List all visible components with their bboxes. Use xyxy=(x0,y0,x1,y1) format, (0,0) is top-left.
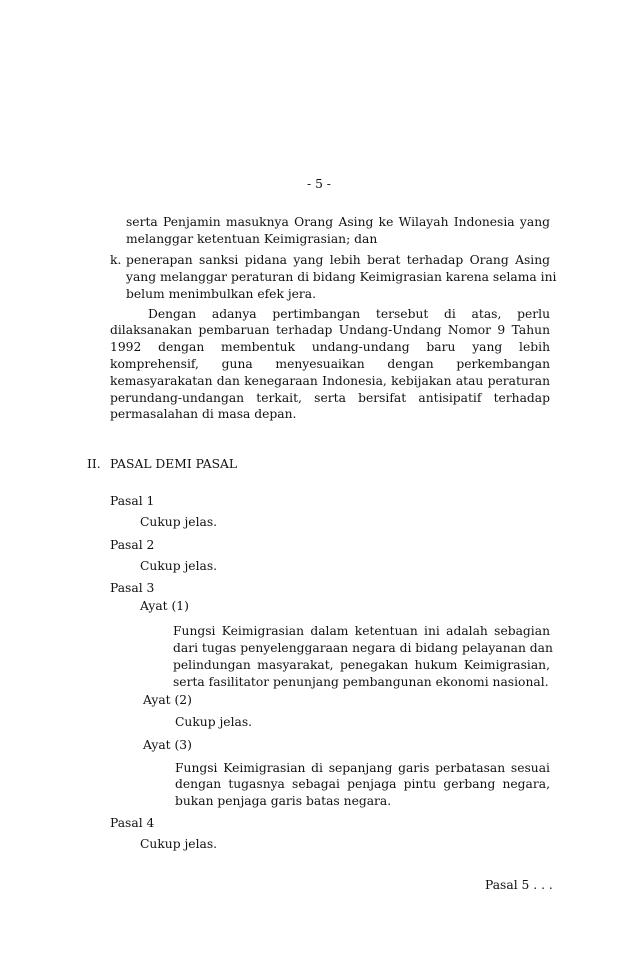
paragraph-line-3: 1992 dengan membentuk undang-undang baru yang lebih xyxy=(110,340,550,354)
paragraph-line-7: permasalahan di masa depan. xyxy=(110,407,297,421)
pasal-3-ayat-1-label: Ayat (1) xyxy=(140,599,189,613)
section-number: II. xyxy=(87,457,101,471)
pasal-4-label: Pasal 4 xyxy=(110,816,155,830)
pasal-3-ayat-1-line-1: Fungsi Keimigrasian dalam ketentuan ini adalah sebagian xyxy=(173,624,550,638)
page-number: - 5 - xyxy=(307,177,331,191)
next-page-indicator: Pasal 5 . . . xyxy=(485,878,553,892)
pasal-3-ayat-3-line-1: Fungsi Keimigrasian di sepanjang garis perbatasan sesuai xyxy=(175,761,550,775)
paragraph-line-5: kemasyarakatan dan kenegaraan Indonesia, kebijakan atau peraturan xyxy=(110,374,550,388)
pasal-3-ayat-1-line-2: dari tugas penyelenggaraan negara di bidang pelayanan dan xyxy=(173,641,553,655)
pasal-3-ayat-1-line-4: serta fasilitator penunjang pembangunan ekonomi nasional. xyxy=(173,675,549,689)
pasal-3-ayat-3-label: Ayat (3) xyxy=(143,738,192,752)
pasal-3-label: Pasal 3 xyxy=(110,581,155,595)
item-j-line-1: serta Penjamin masuknya Orang Asing ke Wilayah Indonesia yang xyxy=(126,215,550,229)
pasal-3-ayat-2-label: Ayat (2) xyxy=(143,693,192,707)
item-k-line-3: belum menimbulkan efek jera. xyxy=(126,287,317,301)
pasal-4-text: Cukup jelas. xyxy=(140,837,218,851)
item-j-line-2: melanggar ketentuan Keimigrasian; dan xyxy=(126,232,378,246)
pasal-3-ayat-1-line-3: pelindungan masyarakat, penegakan hukum Keimigrasian, xyxy=(173,658,550,672)
paragraph-line-1: Dengan adanya pertimbangan tersebut di atas, perlu xyxy=(148,307,550,321)
item-k-line-2: yang melanggar peraturan di bidang Keimigrasian karena selama ini xyxy=(126,270,557,284)
section-title: PASAL DEMI PASAL xyxy=(110,457,238,471)
pasal-3-ayat-2-text: Cukup jelas. xyxy=(175,715,253,729)
paragraph-line-2: dilaksanakan pembaruan terhadap Undang-Undang Nomor 9 Tahun xyxy=(110,323,550,337)
pasal-1-text: Cukup jelas. xyxy=(140,515,218,529)
pasal-3-ayat-3-line-2: dengan tugasnya sebagai penjaga pintu gerbang negara, xyxy=(175,777,550,791)
paragraph-line-4: komprehensif, guna menyesuaikan dengan perkembangan xyxy=(110,357,550,371)
item-k-line-1: penerapan sanksi pidana yang lebih berat terhadap Orang Asing xyxy=(126,253,550,267)
paragraph-line-6: perundang-undangan terkait, serta bersifat antisipatif terhadap xyxy=(110,391,550,405)
pasal-2-text: Cukup jelas. xyxy=(140,559,218,573)
pasal-1-label: Pasal 1 xyxy=(110,494,155,508)
item-k-marker: k. xyxy=(110,253,122,267)
pasal-3-ayat-3-line-3: bukan penjaga garis batas negara. xyxy=(175,794,392,808)
pasal-2-label: Pasal 2 xyxy=(110,538,155,552)
